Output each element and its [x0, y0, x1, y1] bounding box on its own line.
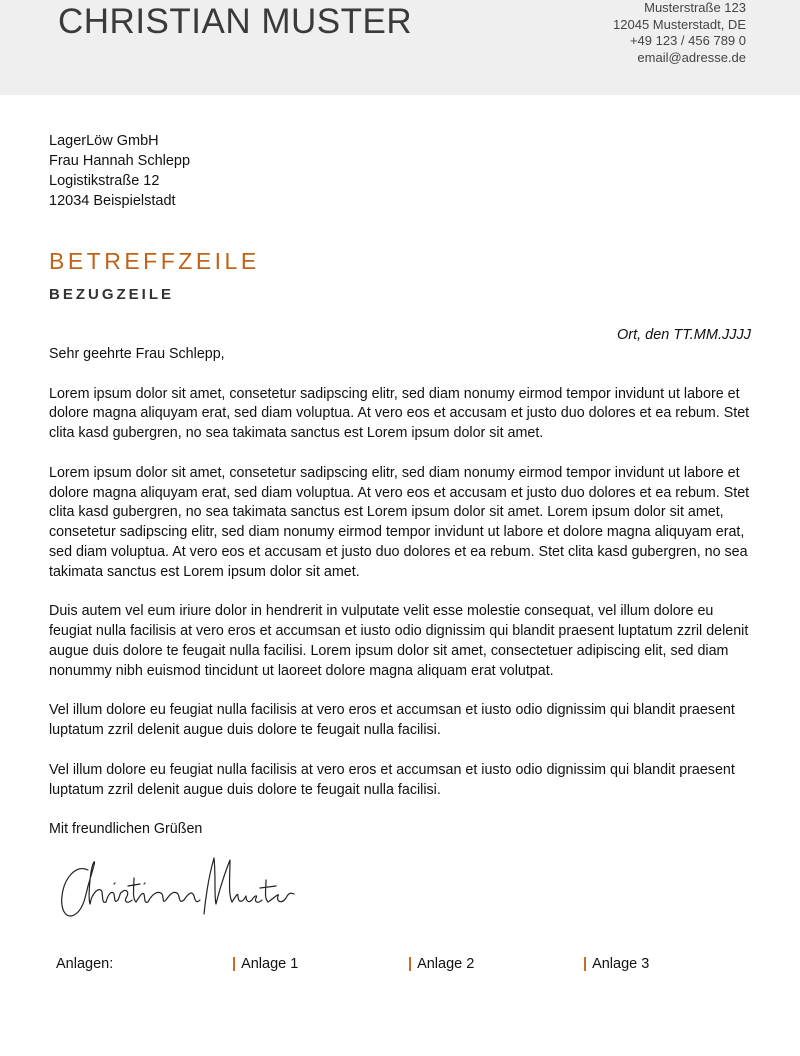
attachment-item [408, 956, 474, 972]
closing: Mit freundlichen Grüßen [49, 821, 203, 838]
place-date: Ort, den TT.MM.JJJJ [616, 327, 751, 343]
attachment-item [232, 956, 298, 972]
handwritten-signature [48, 848, 298, 928]
salutation: Sehr geehrte Frau Schlepp, [49, 346, 225, 362]
separator-bar-icon: | [583, 956, 588, 972]
attachments-row [56, 956, 756, 976]
sender-contact [613, 0, 746, 66]
attachment-label: Anlage 2 [417, 956, 475, 972]
recipient-company: LagerLöw GmbH [49, 133, 159, 149]
sender-city: 12045 Musterstadt, DE [613, 16, 746, 32]
sender-phone: +49 123 / 456 789 0 [629, 33, 746, 48]
recipient-person: Frau Hannah Schlepp [49, 153, 191, 169]
body-paragraph: Lorem ipsum dolor sit amet, consetetur sadipscing elitr, sed diam nonumy eirmod tempor invidunt ut labore et dolore magna aliquyam erat, sed diam voluptua. At vero eos et accusam et justo duo dolores et ea rebum. Stet clita kasd gubergren, no sea takimata sanctus est Lorem ipsum dolor sit amet. Lorem ipsum dolor sit amet, consetetur sadipscing elitr, sed diam nonumy eirmod tempor invidunt ut labore et dolore magna aliquyam erat, sed diam voluptua. At vero eos et accusam et justo duo dolores et ea rebum. Stet clita kasd gubergren, no sea takimata sanctus est Lorem ipsum dolor sit amet. [49, 464, 750, 580]
letter-body [49, 345, 754, 860]
recipient-street: Logistikstraße 12 [49, 173, 160, 189]
body-paragraph: Vel illum dolore eu feugiat nulla facilisis at vero eros et accumsan et iusto odio dignissim qui blandit praesent luptatum zzril delenit augue duis dolore te feugait nulla facilisi. [49, 761, 735, 798]
separator-bar-icon: | [232, 956, 237, 972]
recipient-address [49, 131, 190, 211]
recipient-city: 12034 Beispielstadt [49, 193, 176, 209]
sender-name: CHRISTIAN MUSTER [58, 2, 413, 41]
body-paragraph: Vel illum dolore eu feugiat nulla facilisis at vero eros et accumsan et iusto odio dignissim qui blandit praesent luptatum zzril delenit augue duis dolore te feugait nulla facilisi. [49, 702, 735, 739]
sender-email: email@adresse.de [637, 49, 746, 65]
separator-bar-icon: | [408, 956, 413, 972]
subject-line: BETREFFZEILE [49, 248, 260, 274]
letterhead [0, 0, 800, 95]
attachment-label: Anlage 3 [592, 956, 650, 972]
attachment-label: Anlage 1 [241, 956, 299, 972]
body-paragraph: Lorem ipsum dolor sit amet, consetetur sadipscing elitr, sed diam nonumy eirmod tempor invidunt ut labore et dolore magna aliquyam erat, sed diam voluptua. At vero eos et accusam et justo duo dolores et ea rebum. Stet clita kasd gubergren, no sea takimata sanctus est Lorem ipsum dolor sit amet. [49, 385, 750, 442]
attachments-label: Anlagen: [56, 956, 114, 972]
reference-line: BEZUGZEILE [49, 286, 175, 303]
sender-street: Musterstraße 123 [644, 0, 746, 15]
signature-image [48, 848, 298, 928]
attachment-item [583, 956, 649, 972]
body-paragraph: Duis autem vel eum iriure dolor in hendrerit in vulputate velit esse molestie consequat, vel illum dolore eu feugiat nulla facilisis at vero eros et accumsan et iusto odio dignissim qui blandit praesent luptatum zzril delenit augue duis dolore te feugait nulla facilisi. Lorem ipsum dolor sit amet, consectetuer adipiscing elit, sed diam nonummy nibh euismod tincidunt ut laoreet dolore magna aliquam erat volutpat. [49, 603, 749, 679]
